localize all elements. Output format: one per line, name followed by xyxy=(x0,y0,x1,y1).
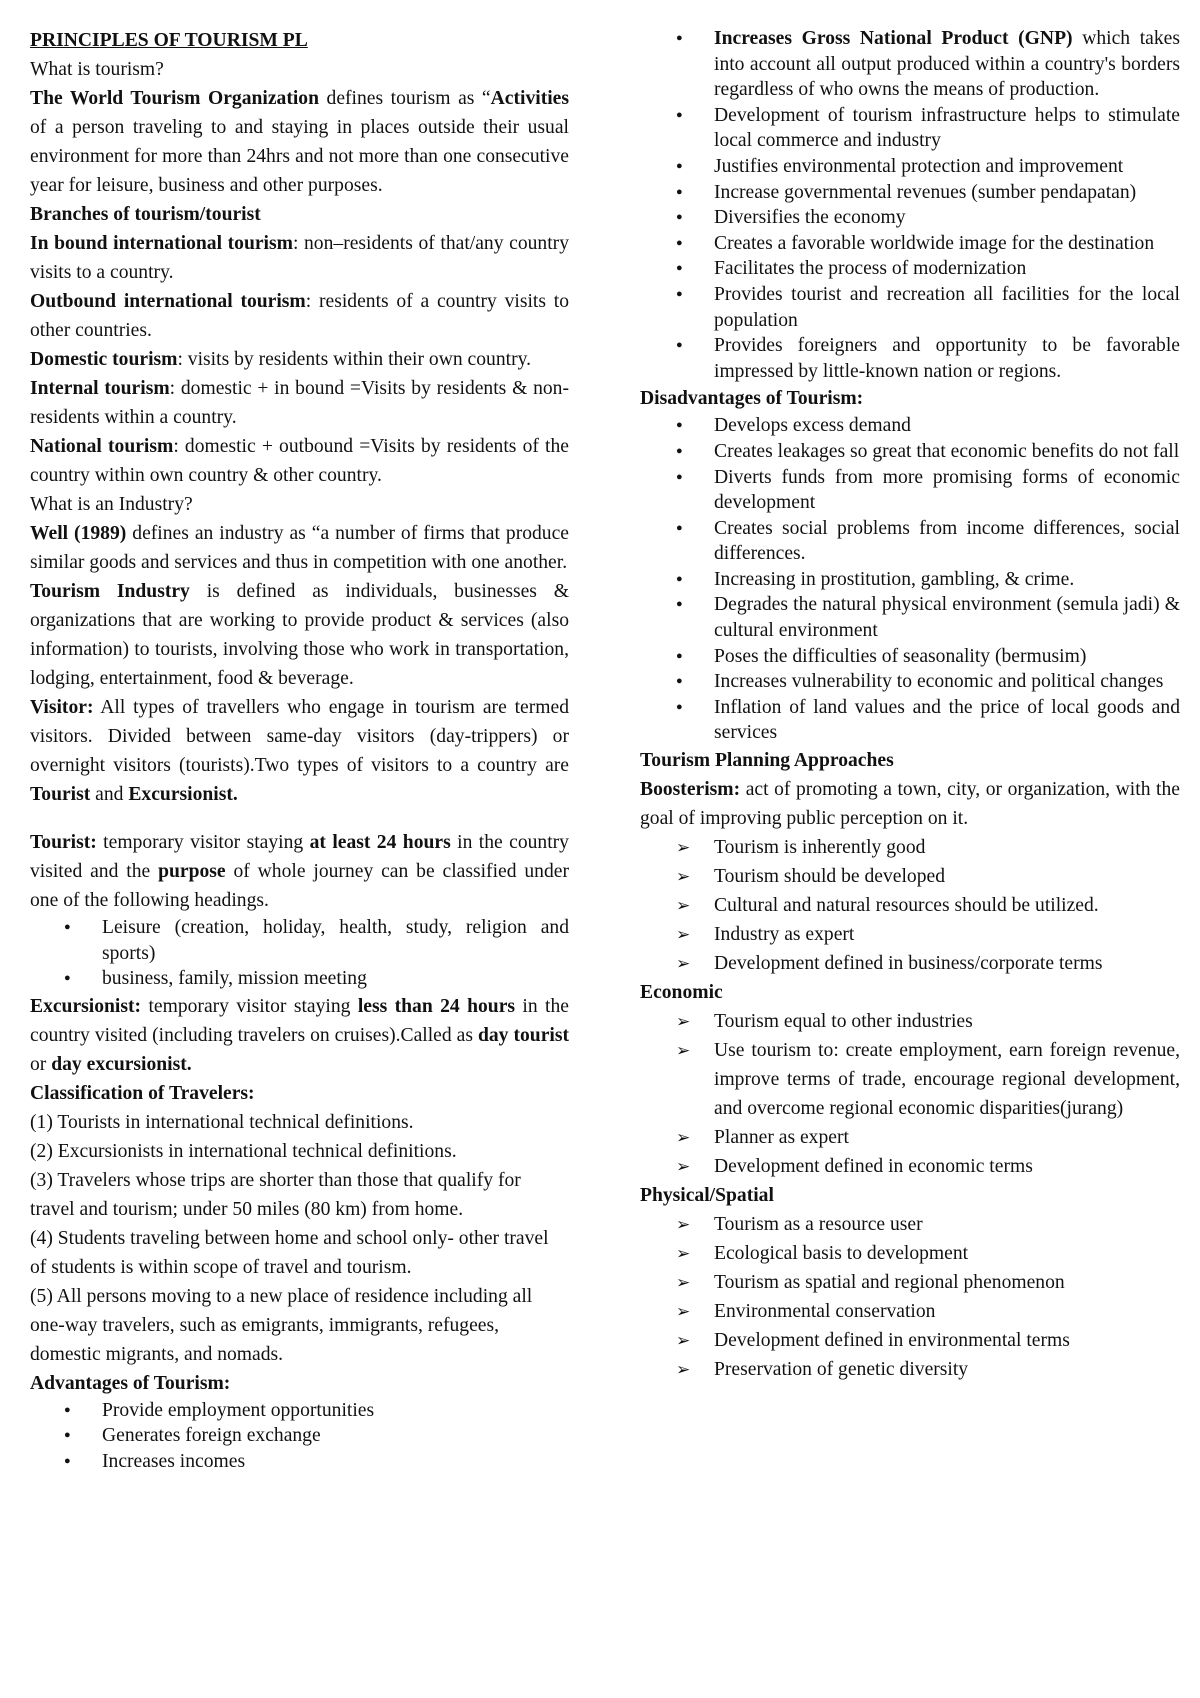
list-item: ➢ Planner as expert xyxy=(640,1123,1180,1152)
list-item: ➢ Tourism should be developed xyxy=(640,862,1180,891)
visitor-definition: Visitor: All types of travellers who engage in tourism are termed visitors. Divided between same-day visitors (day-trippers) or overnight visitors (tourists).Two types of visitors to a country are Tourist and Excursionist. xyxy=(30,697,569,805)
question-tourism: What is tourism? xyxy=(30,59,164,80)
list-item: ● Increases Gross National Product (GNP) which takes into account all output produced within a country's borders regardless of who owns the means of production. xyxy=(640,26,1180,103)
branch-item: Outbound international tourism: residents of a country visits to other countries. xyxy=(30,291,569,341)
boosterism-list xyxy=(640,833,1180,978)
list-item: ● Diverts funds from more promising forms of economic development xyxy=(640,465,1180,516)
spacer xyxy=(30,809,569,828)
list-item: ➢ Ecological basis to development xyxy=(640,1239,1180,1268)
list-item: ● Diversifies the economy xyxy=(640,205,1180,231)
list-item: ➢ Tourism is inherently good xyxy=(640,833,1180,862)
planning-approaches-heading: Tourism Planning Approaches xyxy=(640,750,894,772)
physical-spatial-heading: Physical/Spatial xyxy=(640,1185,774,1207)
physical-spatial-list xyxy=(640,1210,1180,1384)
tourism-industry-definition: Tourism Industry is defined as individuals, businesses & organizations that are working to provide product & services (also information) to tourists, involving those who work in transportation, lodging, entertainment, food & beverage. xyxy=(30,581,569,689)
branches-heading: Branches of tourism/tourist xyxy=(30,204,261,225)
advantages-list xyxy=(30,1398,569,1475)
branch-item: Internal tourism: domestic + in bound =Visits by residents & non-residents within a country. xyxy=(30,378,569,428)
list-item: ● Increase governmental revenues (sumber pendapatan) xyxy=(640,180,1180,206)
branch-item: Domestic tourism: visits by residents within their own country. xyxy=(30,349,532,370)
list-item: ● Leisure (creation, holiday, health, study, religion and sports) xyxy=(30,915,569,966)
list-item: ➢ Development defined in economic terms xyxy=(640,1152,1180,1181)
boosterism-definition: Boosterism: act of promoting a town, city, or organization, with the goal of improving public perception on it. xyxy=(640,779,1180,830)
disadvantages-list xyxy=(640,413,1180,746)
list-item: ➢ Preservation of genetic diversity xyxy=(640,1355,1180,1384)
list-item: ● Develops excess demand xyxy=(640,413,1180,439)
question-industry: What is an Industry? xyxy=(30,494,193,515)
list-item: ● Creates a favorable worldwide image for the destination xyxy=(640,231,1180,257)
list-item: ➢ Tourism as a resource user xyxy=(640,1210,1180,1239)
list-item: ● Poses the difficulties of seasonality (bermusim) xyxy=(640,644,1180,670)
page-title: PRINCIPLES OF TOURISM PL xyxy=(30,30,308,51)
classification-item: (2) Excursionists in international technical definitions. xyxy=(30,1140,457,1162)
list-item: ➢ Cultural and natural resources should be utilized. xyxy=(640,891,1180,920)
list-item: ● Generates foreign exchange xyxy=(30,1423,569,1449)
list-item: ● Facilitates the process of modernization xyxy=(640,256,1180,282)
classification-item: (1) Tourists in international technical definitions. xyxy=(30,1111,414,1133)
list-item: ➢ Development defined in business/corporate terms xyxy=(640,949,1180,978)
list-item: ➢ Tourism as spatial and regional phenomenon xyxy=(640,1268,1180,1297)
classification-item: (3) Travelers whose trips are shorter than those that qualify for travel and tourism; under 50 miles (80 km) from home. xyxy=(30,1169,521,1220)
right-column xyxy=(640,26,1180,1384)
list-item: ● Inflation of land values and the price of local goods and services xyxy=(640,695,1180,746)
list-item: ● Increasing in prostitution, gambling, & crime. xyxy=(640,567,1180,593)
list-item: ● business, family, mission meeting xyxy=(30,966,569,992)
tourist-purpose-list xyxy=(30,915,569,992)
list-item: ➢ Industry as expert xyxy=(640,920,1180,949)
list-item: ● Increases incomes xyxy=(30,1449,569,1475)
well-definition: Well (1989) defines an industry as “a number of firms that produce similar goods and services and thus in competition with one another. xyxy=(30,523,569,573)
list-item: ● Provides tourist and recreation all facilities for the local population xyxy=(640,282,1180,333)
list-item: ● Increases vulnerability to economic and political changes xyxy=(640,669,1180,695)
list-item: ● Degrades the natural physical environment (semula jadi) & cultural environment xyxy=(640,592,1180,643)
wto-org: The World Tourism Organization xyxy=(30,88,319,109)
advantages-heading: Advantages of Tourism: xyxy=(30,1372,231,1394)
list-item: ➢ Environmental conservation xyxy=(640,1297,1180,1326)
advantages-list-continued xyxy=(640,26,1180,384)
list-item: ● Provides foreigners and opportunity to be favorable impressed by little-known nation or regions. xyxy=(640,333,1180,384)
list-item: ● Justifies environmental protection and improvement xyxy=(640,154,1180,180)
branch-item: In bound international tourism: non–residents of that/any country visits to a country. xyxy=(30,233,569,283)
list-item: ➢ Tourism equal to other industries xyxy=(640,1007,1180,1036)
disadvantages-heading: Disadvantages of Tourism: xyxy=(640,388,864,410)
list-item: ● Creates social problems from income differences, social differences. xyxy=(640,516,1180,567)
economic-heading: Economic xyxy=(640,982,723,1004)
list-item: ● Development of tourism infrastructure helps to stimulate local commerce and industry xyxy=(640,103,1180,154)
classification-item: (5) All persons moving to a new place of residence including all one-way travelers, such as emigrants, immigrants, refugees, domestic migrants, and nomads. xyxy=(30,1285,533,1365)
excursionist-definition: Excursionist: temporary visitor staying less than 24 hours in the country visited (including travelers on cruises).Called as day tourist or day excursionist. xyxy=(30,995,569,1075)
economic-list xyxy=(640,1007,1180,1181)
branch-item: National tourism: domestic + outbound =Visits by residents of the country within own country & other country. xyxy=(30,436,569,486)
classification-heading: Classification of Travelers: xyxy=(30,1082,255,1104)
tourist-definition: Tourist: temporary visitor staying at least 24 hours in the country visited and the purpose of whole journey can be classified under one of the following headings. xyxy=(30,832,570,911)
classification-item: (4) Students traveling between home and school only- other travel of students is within scope of travel and tourism. xyxy=(30,1227,549,1278)
left-column xyxy=(30,26,569,1475)
list-item: ● Creates leakages so great that economic benefits do not fall xyxy=(640,439,1180,465)
list-item: ● Provide employment opportunities xyxy=(30,1398,569,1424)
wto-definition: The World Tourism Organization defines tourism as “Activities of a person traveling to and staying in places outside their usual environment for more than 24hrs and not more than one consecutive year for leisure, business and other purposes. xyxy=(30,88,569,196)
list-item: ➢ Development defined in environmental terms xyxy=(640,1326,1180,1355)
list-item: ➢ Use tourism to: create employment, earn foreign revenue, improve terms of trade, encourage regional development, and overcome regional economic disparities(jurang) xyxy=(640,1036,1180,1123)
